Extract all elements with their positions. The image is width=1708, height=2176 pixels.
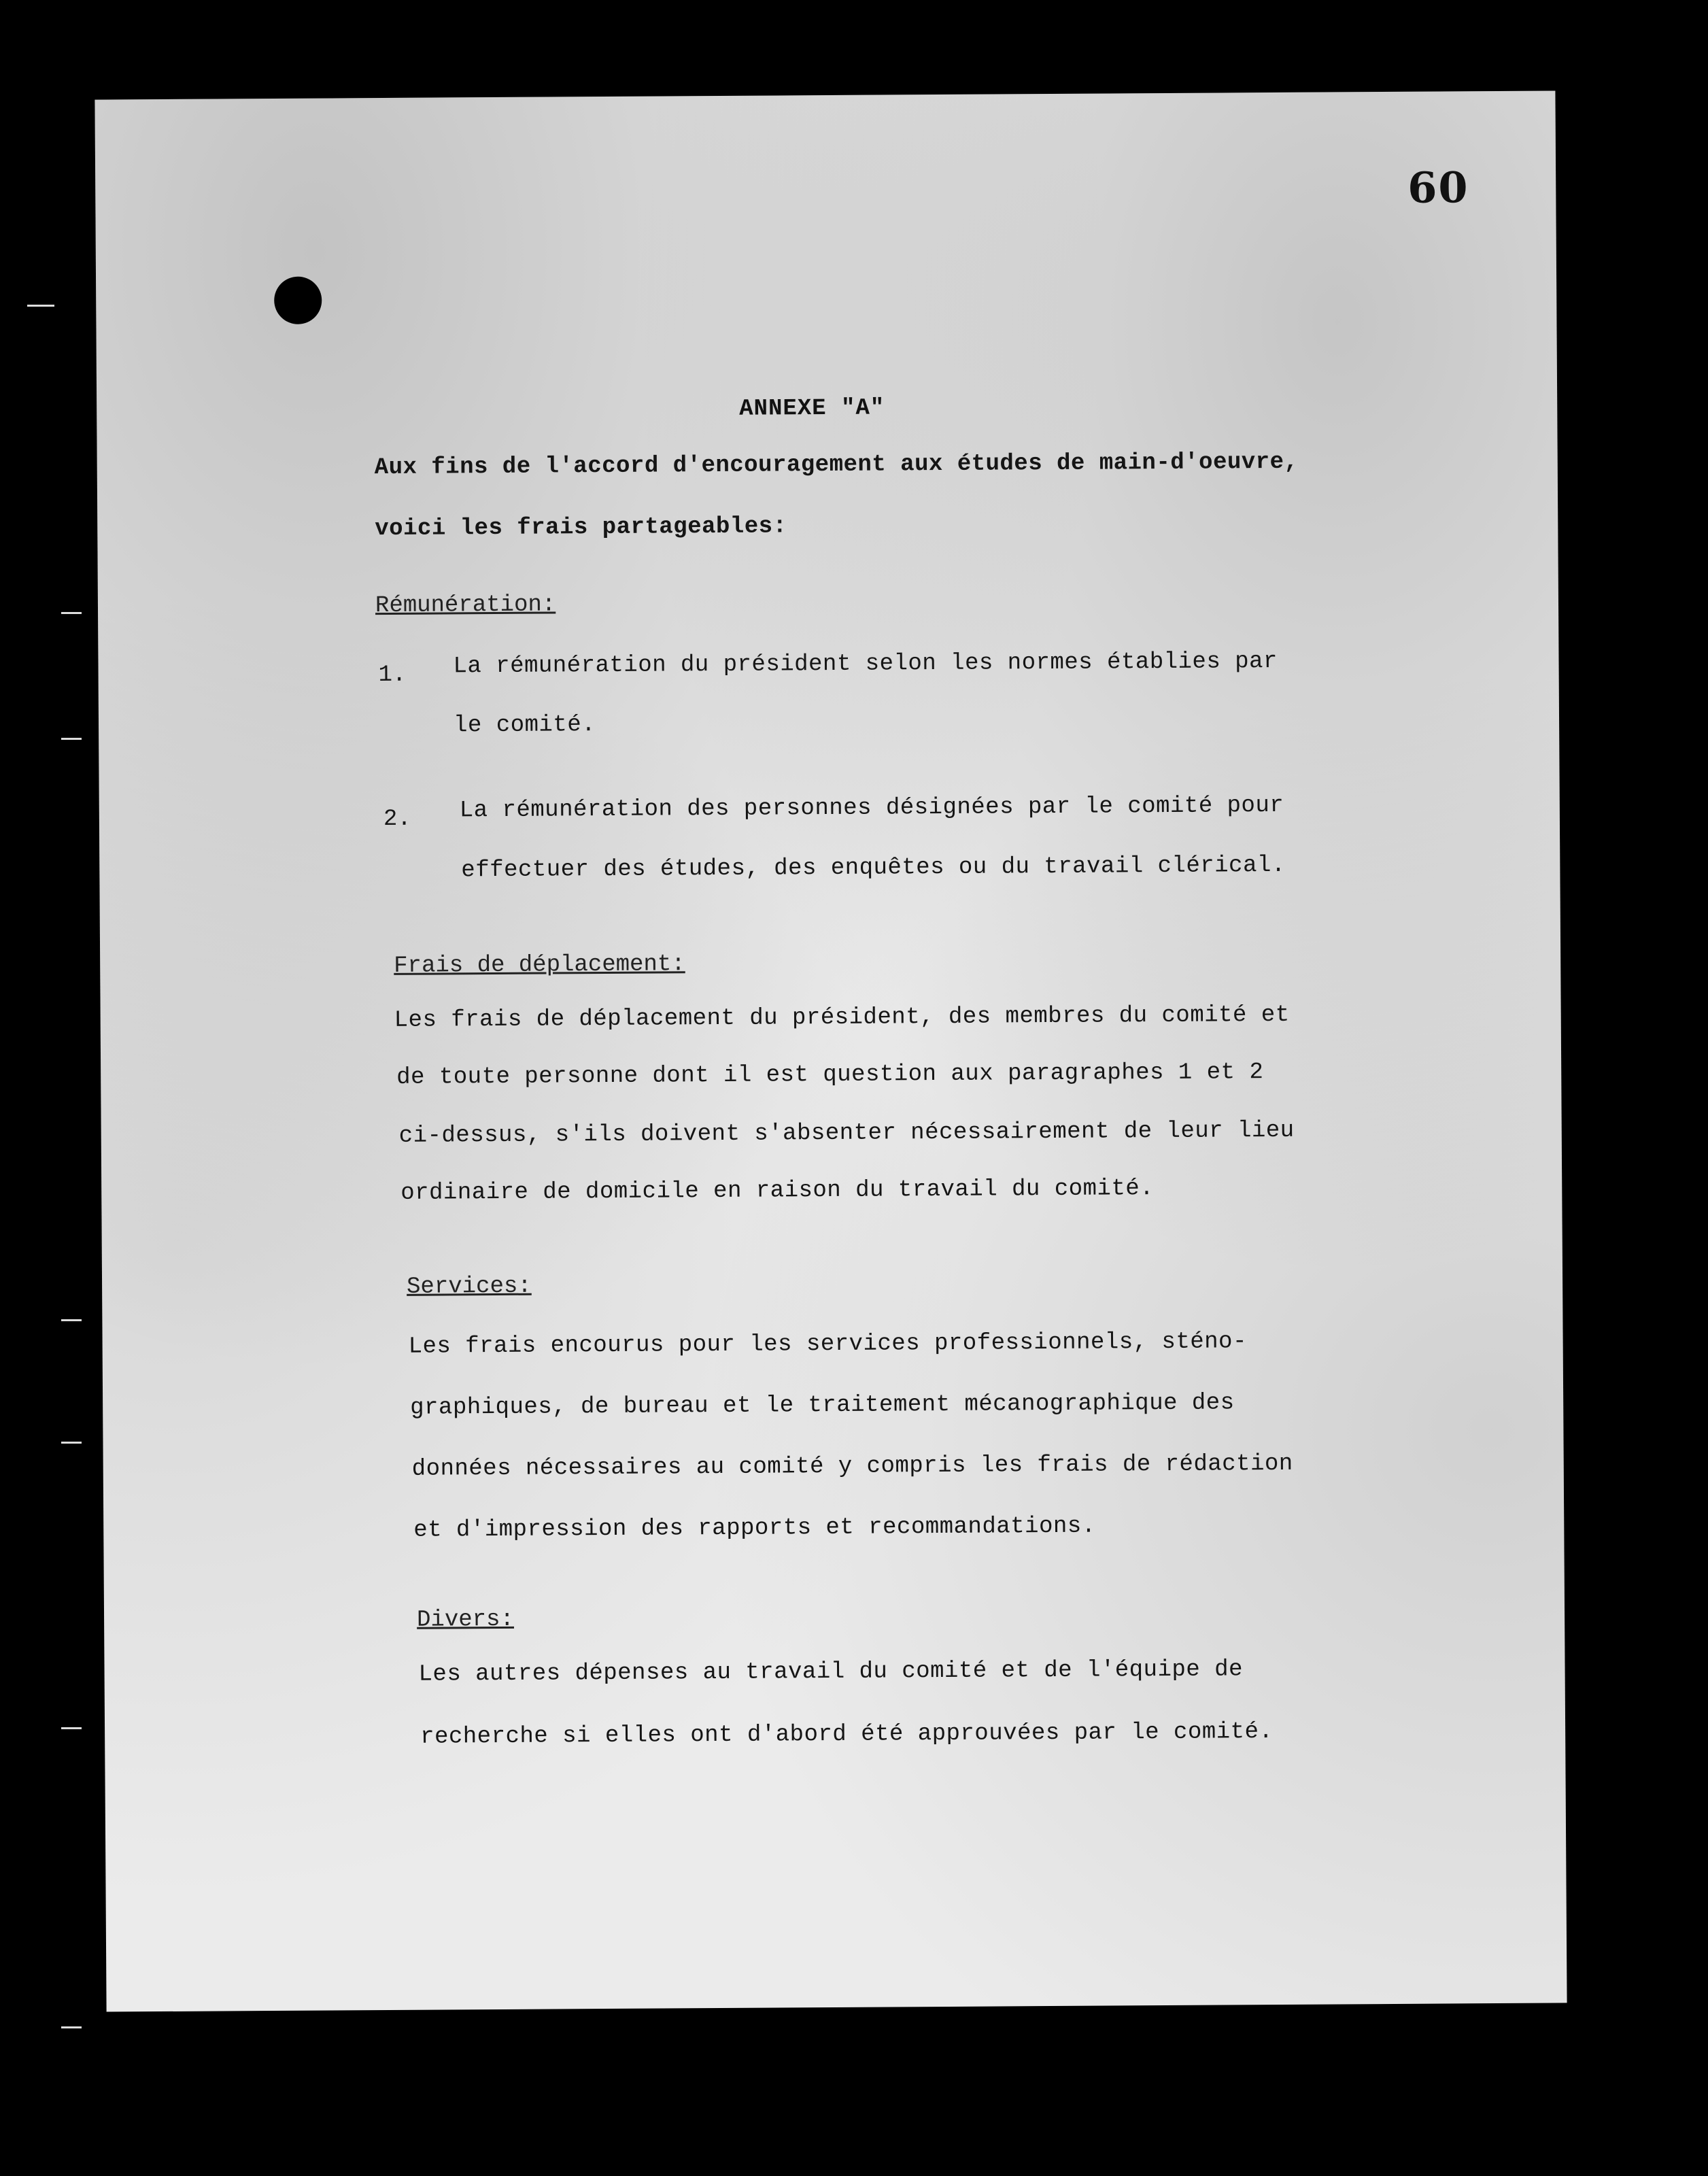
list-item-line: le comité. — [453, 712, 596, 739]
page-number: 60 — [1407, 163, 1469, 213]
paragraph-line: graphiques, de bureau et le traitement mécanographique des — [410, 1390, 1235, 1421]
list-item-line: effectuer des études, des enquêtes ou du travail clérical. — [461, 852, 1286, 884]
section-title-remuneration: Rémunération: — [375, 592, 556, 619]
section-title-divers: Divers: — [416, 1606, 515, 1633]
document-heading: ANNEXE "A" — [739, 395, 885, 422]
punch-hole — [274, 277, 322, 324]
paragraph-line: Les frais encourus pour les services professionnels, sténo- — [408, 1329, 1248, 1360]
section-title-services: Services: — [406, 1273, 532, 1300]
paragraph-line: ci-dessus, s'ils doivent s'absenter nécessairement de leur lieu — [398, 1117, 1295, 1149]
intro-line: voici les frais partageables: — [375, 513, 787, 543]
list-number: 1. — [378, 662, 407, 689]
film-edge-mark — [61, 1319, 82, 1321]
list-item-line: La rémunération des personnes désignées par le comité pour — [459, 792, 1284, 824]
film-edge-mark — [61, 1727, 82, 1729]
paragraph-line: de toute personne dont il est question aux paragraphes 1 et 2 — [396, 1059, 1264, 1091]
document-page — [95, 90, 1567, 2011]
intro-line: Aux fins de l'accord d'encouragement aux études de main-d'oeuvre, — [374, 449, 1299, 481]
list-number: 2. — [383, 806, 411, 833]
film-edge-mark — [27, 305, 54, 307]
paragraph-line: Les autres dépenses au travail du comité et de l'équipe de — [418, 1656, 1244, 1688]
film-edge-mark — [61, 1442, 82, 1444]
list-item-line: La rémunération du président selon les normes établies par — [453, 648, 1278, 680]
paragraph-line: recherche si elles ont d'abord été approuvées par le comité. — [420, 1719, 1274, 1750]
film-edge-mark — [61, 612, 82, 614]
section-title-deplacement: Frais de déplacement: — [394, 951, 685, 979]
paragraph-line: et d'impression des rapports et recommandations. — [413, 1513, 1096, 1544]
film-edge-mark — [61, 2026, 82, 2028]
paragraph-line: Les frais de déplacement du président, des membres du comité et — [394, 1002, 1290, 1034]
film-edge-mark — [61, 738, 82, 740]
paragraph-line: ordinaire de domicile en raison du travail du comité. — [400, 1176, 1155, 1206]
paragraph-line: données nécessaires au comité y compris les frais de rédaction — [411, 1450, 1293, 1482]
